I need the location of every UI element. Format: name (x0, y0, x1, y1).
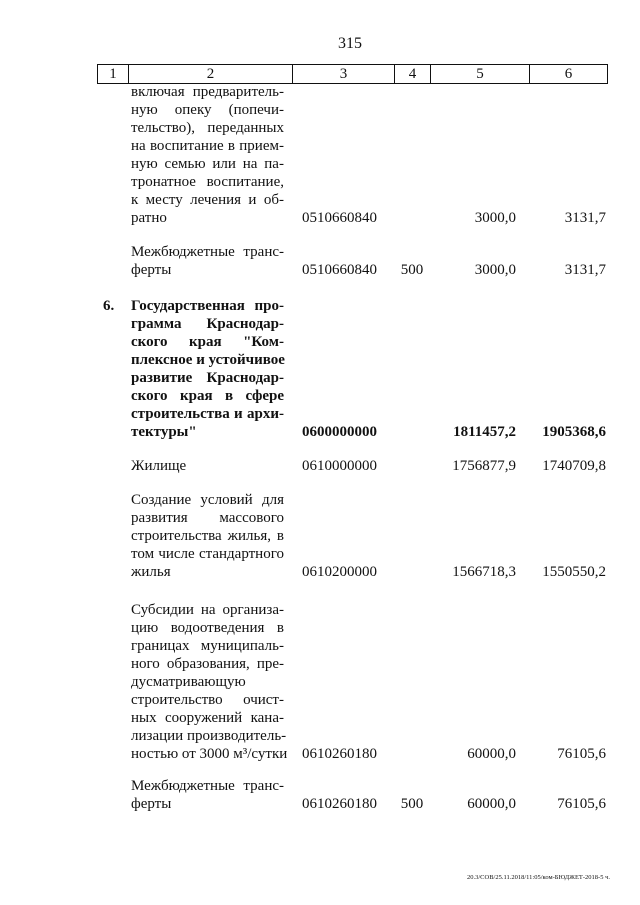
name-word: массового (219, 510, 284, 526)
name-word: для (261, 492, 284, 508)
name-line (131, 297, 284, 315)
name-line (131, 315, 284, 333)
name-word: ную (131, 156, 158, 172)
name-word: строительства (131, 406, 230, 422)
name-line (131, 655, 284, 673)
table-row (97, 83, 608, 227)
row-number-cell (97, 601, 128, 619)
name-word: ского (131, 388, 168, 404)
name-word: переданных (207, 120, 284, 136)
name-line (131, 777, 284, 795)
row-name-cell (128, 83, 292, 227)
expense-type-cell (394, 745, 430, 763)
name-line (131, 601, 284, 619)
amount-cell-col6: 76105,6 (557, 796, 606, 812)
name-line: Жилище (131, 458, 187, 474)
name-word: воспитание, (206, 174, 284, 190)
page-number: 315 (338, 35, 362, 52)
header-cell-3: 3 (292, 65, 394, 83)
name-word: муниципаль- (200, 638, 284, 654)
name-word: развитие (131, 370, 193, 386)
name-word: Государственная (131, 298, 245, 314)
name-word: к (131, 192, 139, 208)
name-word: в (276, 528, 284, 544)
table-row (97, 457, 608, 475)
name-line (131, 545, 284, 563)
name-word: и (196, 352, 205, 368)
name-word: водоотведения (170, 620, 265, 636)
name-word: жилья, (227, 528, 271, 544)
amount-cell-col5: 60000,0 (467, 796, 516, 812)
name-word: края (189, 334, 222, 350)
row-number-cell (97, 457, 128, 475)
name-word: образования, (166, 656, 250, 672)
name-word: в (276, 620, 284, 636)
table-header-row (97, 64, 608, 84)
name-word: в (227, 138, 235, 154)
name-line (131, 369, 284, 387)
name-line: жилья (131, 564, 171, 580)
name-line (131, 137, 284, 155)
name-line (131, 333, 284, 351)
name-word: производитель- (186, 728, 287, 744)
name-line (131, 691, 284, 709)
row-name-cell (128, 297, 292, 441)
name-word: на (131, 138, 146, 154)
name-word: очист- (243, 692, 284, 708)
classification-code-cell: 0610000000 (302, 458, 377, 474)
name-line (131, 709, 284, 727)
row-number-cell (97, 83, 128, 101)
name-word: па- (264, 156, 284, 172)
name-word: кана- (250, 710, 284, 726)
name-word: про- (254, 298, 284, 314)
name-word: на (200, 602, 216, 618)
name-line: тектуры" (131, 424, 197, 440)
name-line (131, 619, 284, 637)
row-number-cell: 6. (103, 298, 115, 314)
name-word: пре- (256, 656, 284, 672)
name-word: условий (200, 492, 253, 508)
header-cell-1: 1 (97, 65, 128, 83)
name-line (131, 387, 284, 405)
name-line (131, 491, 284, 509)
table-row (97, 491, 608, 581)
name-word: плексное (131, 352, 193, 368)
header-cell-4: 4 (394, 65, 430, 83)
expense-type-cell: 500 (400, 262, 424, 278)
table-row (97, 243, 608, 279)
row-number-cell (97, 491, 128, 509)
name-line (131, 405, 284, 423)
name-line: ферты (131, 262, 172, 278)
table-row (97, 297, 608, 441)
amount-cell-col5: 1756877,9 (452, 458, 516, 474)
name-word: об- (263, 192, 284, 208)
name-line (131, 119, 284, 137)
amount-cell-col5: 3000,0 (474, 262, 516, 278)
name-line (131, 509, 284, 527)
name-line (131, 243, 284, 261)
classification-code-cell: 0610260180 (302, 796, 377, 812)
name-line: дусматривающую (131, 674, 246, 690)
amount-cell-col6: 3131,7 (564, 210, 606, 226)
name-word: прием- (239, 138, 284, 154)
name-word: или (212, 156, 236, 172)
name-word: предваритель- (192, 84, 284, 100)
amount-cell-col6: 1550550,2 (542, 564, 606, 580)
name-word: семью (164, 156, 206, 172)
row-name-cell (128, 457, 292, 475)
expense-type-cell (394, 209, 430, 227)
name-word: в (224, 388, 234, 404)
amount-cell-col6: 1740709,8 (542, 458, 606, 474)
name-word: числе (158, 546, 195, 562)
name-word: Межбюджетные (131, 244, 235, 260)
name-word: том (131, 546, 155, 562)
name-line: ратно (131, 210, 167, 226)
name-word: Создание (131, 492, 192, 508)
footer-stamp: 20.3/СОВ/25.11.2018/11:05/ком-БЮДЖЕТ-2018-5 ч. (467, 874, 610, 881)
name-word: края (179, 388, 213, 404)
name-word: сооружений (165, 710, 243, 726)
name-word: организа- (222, 602, 284, 618)
name-line (131, 155, 284, 173)
name-line (131, 637, 284, 655)
classification-code-cell: 0510660840 (302, 262, 377, 278)
name-word: ного (131, 656, 160, 672)
amount-cell-col6: 76105,6 (557, 746, 606, 762)
name-word: и (248, 192, 257, 208)
amount-cell-col6: 1905368,6 (542, 424, 606, 440)
table-row (97, 601, 608, 763)
amount-cell-col5: 60000,0 (467, 746, 516, 762)
name-line (131, 83, 284, 101)
name-line (131, 101, 284, 119)
row-number-cell (97, 777, 128, 795)
name-line (131, 527, 284, 545)
table-body (97, 83, 608, 813)
name-word: ную (131, 102, 158, 118)
name-word: лизации (131, 728, 184, 744)
expense-type-cell: 500 (400, 796, 424, 812)
name-line (131, 351, 284, 369)
amount-cell-col5: 3000,0 (474, 210, 516, 226)
name-line (131, 191, 284, 209)
row-name-cell (128, 601, 292, 763)
name-word: на (242, 156, 258, 172)
name-word: опеку (174, 102, 212, 118)
expense-type-cell (394, 423, 430, 441)
name-word: развития (131, 510, 188, 526)
name-word: тронатное (131, 174, 196, 190)
amount-cell-col6: 3131,7 (564, 262, 606, 278)
row-name-cell (128, 243, 292, 279)
name-line: ферты (131, 796, 172, 812)
name-word: Субсидии (131, 602, 194, 618)
name-word: стандартного (198, 546, 284, 562)
name-word: Краснодар- (206, 316, 284, 332)
header-cell-2: 2 (128, 65, 292, 83)
classification-code-cell: 0600000000 (302, 424, 377, 440)
name-word: и (234, 406, 243, 422)
amount-cell-col5: 1566718,3 (452, 564, 516, 580)
name-word: ных (131, 710, 157, 726)
name-line: ностью от 3000 м³/сутки (131, 746, 288, 762)
name-word: воспитание (149, 138, 224, 154)
row-name-cell (128, 491, 292, 581)
table-row (97, 777, 608, 813)
header-cell-5: 5 (430, 65, 529, 83)
name-line (131, 173, 284, 191)
name-word: цию (131, 620, 159, 636)
classification-code-cell: 0510660840 (302, 210, 377, 226)
name-word: транс- (243, 244, 284, 260)
name-word: транс- (243, 778, 284, 794)
name-word: включая (131, 84, 185, 100)
name-word: грамма (131, 316, 182, 332)
row-name-cell (128, 777, 292, 813)
name-word: Межбюджетные (131, 778, 235, 794)
name-word: месту (145, 192, 183, 208)
amount-cell-col5: 1811457,2 (453, 424, 516, 440)
name-word: ского (131, 334, 168, 350)
header-cell-6: 6 (529, 65, 608, 83)
name-word: "Ком- (243, 334, 284, 350)
name-word: (попечи- (228, 102, 284, 118)
name-word: границах (131, 638, 190, 654)
name-word: тельство), (131, 120, 195, 136)
name-word: устойчивое (208, 352, 285, 368)
classification-code-cell: 0610260180 (302, 746, 377, 762)
row-number-cell (97, 243, 128, 261)
expense-type-cell (394, 563, 430, 581)
name-word: строительство (131, 692, 223, 708)
classification-code-cell: 0610200000 (302, 564, 377, 580)
name-word: сфере (245, 388, 284, 404)
name-word: архи- (247, 406, 284, 422)
name-word: лечения (190, 192, 242, 208)
name-word: строительства (131, 528, 222, 544)
name-word: Краснодар- (206, 370, 284, 386)
name-line (131, 727, 287, 745)
expense-type-cell (394, 457, 430, 475)
